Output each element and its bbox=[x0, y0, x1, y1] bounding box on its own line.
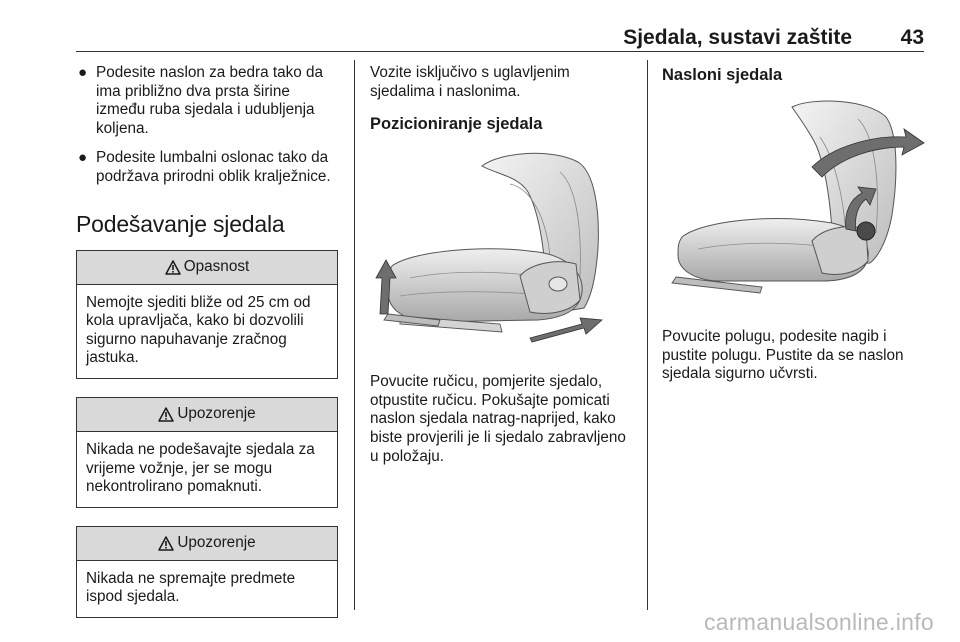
box-title: Opasnost bbox=[183, 258, 250, 276]
warning-box bbox=[76, 397, 338, 508]
warning-triangle-icon bbox=[158, 407, 174, 422]
right-column bbox=[662, 64, 930, 384]
list-item: ● Podesite naslon za bedra tako da ima približno dva prsta širine između ruba sjedala i udubljenja koljena. bbox=[78, 64, 324, 137]
list-item: ● Podesite lumbalni oslonac tako da podržava prirodni oblik kralježnice. bbox=[78, 149, 331, 185]
seat-position-illustration bbox=[370, 146, 634, 363]
caption-text: Povucite polugu, podesite nagib i pustite polugu. Pustite da se naslon sjedala sigurno učvrsti. bbox=[662, 328, 904, 383]
backrest-illustration bbox=[662, 97, 930, 314]
page-number: 43 bbox=[900, 26, 924, 49]
chapter-title: Sjedala, sustavi zaštite bbox=[623, 26, 852, 49]
bullet-icon: ● bbox=[78, 64, 88, 81]
seat-illustration bbox=[370, 146, 632, 358]
subheading: Pozicioniranje sjedala bbox=[370, 115, 543, 134]
backrest-seat-illustration bbox=[662, 97, 928, 309]
warning-box-header bbox=[77, 527, 337, 561]
danger-box bbox=[76, 250, 338, 379]
warning-triangle-icon bbox=[158, 536, 174, 551]
box-text: Nikada ne podešavajte sjedala za vrijeme vožnje, jer se mogu nekontrolirano pomaknuti. bbox=[86, 440, 315, 496]
warning-box bbox=[76, 526, 338, 618]
column-divider bbox=[647, 60, 648, 610]
caption-text: Povucite ručicu, pomjerite sjedalo, otpustite ručicu. Pokušajte pomicati naslon sjedala natrag-naprijed, kako biste provjerili je li sjedalo zabravljeno u položaju. bbox=[370, 373, 626, 465]
watermark: carmanualsonline.info bbox=[703, 609, 934, 635]
box-title: Upozorenje bbox=[177, 534, 256, 552]
middle-column bbox=[370, 64, 634, 466]
warning-box-header bbox=[77, 251, 337, 285]
box-text: Nemojte sjediti bliže od 25 cm od kola upravljača, kako bi dozvolili sigurno napuhavanje zračnog jastuka. bbox=[86, 293, 311, 367]
intro-text: Vozite isključivo s uglavljenim sjedalima i naslonima. bbox=[370, 64, 570, 100]
section-title: Podešavanje sjedala bbox=[76, 210, 285, 237]
warning-box-header bbox=[77, 398, 337, 432]
box-text: Nikada ne spremajte predmete ispod sjedala. bbox=[86, 569, 296, 606]
warning-triangle-icon bbox=[165, 260, 181, 275]
subheading: Nasloni sjedala bbox=[662, 66, 783, 84]
box-title: Upozorenje bbox=[177, 405, 256, 423]
page-header bbox=[0, 0, 960, 52]
bullet-icon: ● bbox=[78, 149, 88, 167]
header-rule bbox=[76, 51, 924, 52]
column-divider bbox=[354, 60, 355, 610]
bullet-list bbox=[76, 64, 338, 187]
left-column bbox=[76, 64, 338, 636]
